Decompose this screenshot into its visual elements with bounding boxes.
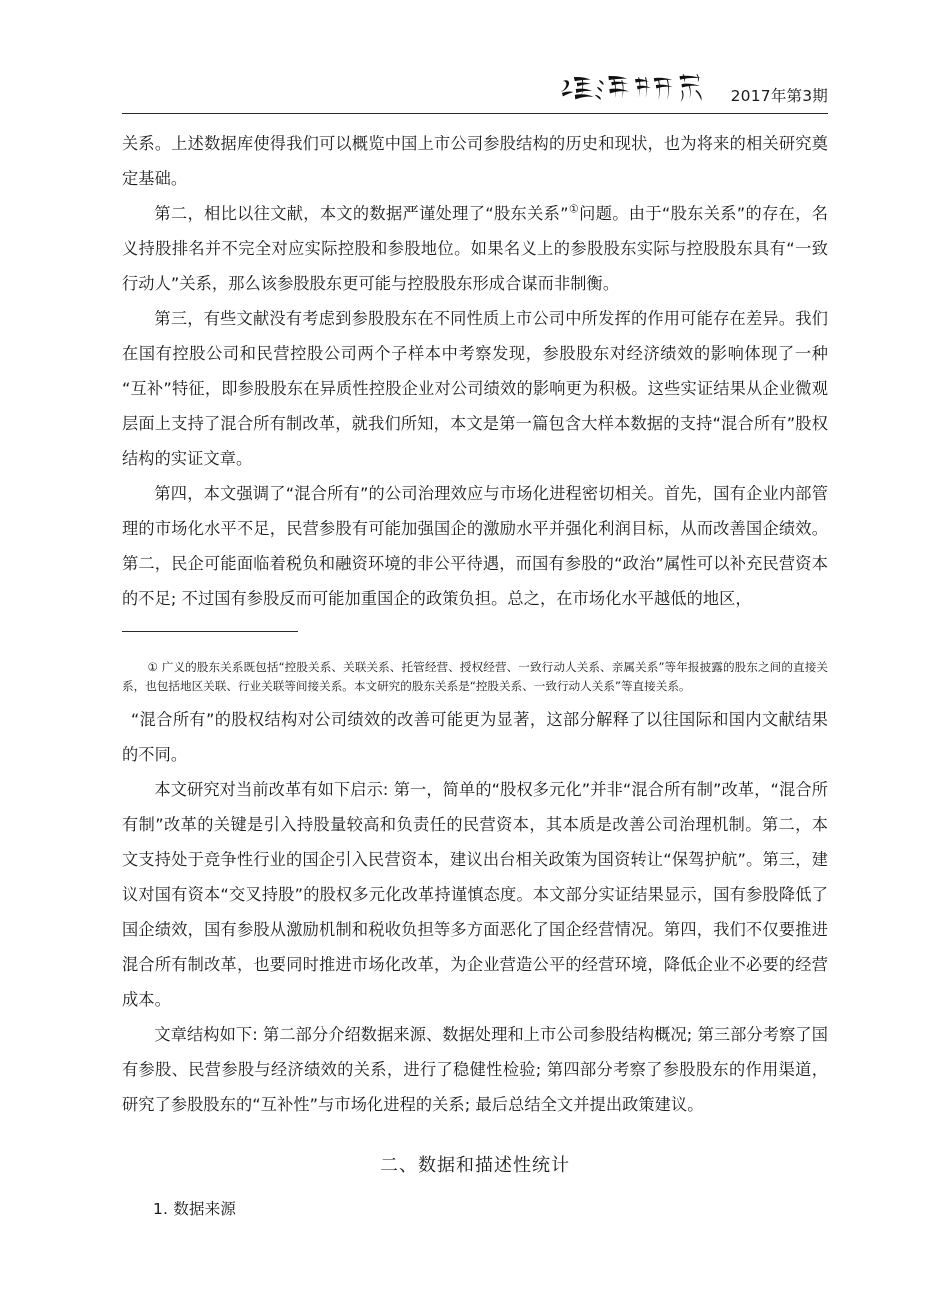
journal-logo-icon bbox=[557, 68, 725, 108]
section-heading: 二、数据和描述性统计 bbox=[380, 1155, 570, 1176]
paragraph-structure: 文章结构如下: 第二部分介绍数据来源、数据处理和上市公司参股结构概况; 第三部分考察了国有参股、民营参股与经济绩效的关系，进行了稳健性检验; 第四部分考察了参股股东的作用渠道，研究了参股股东的“互补性”与市场化进程的关系; 最后总结全文并提出政策建议。 bbox=[122, 1025, 828, 1114]
page-masthead bbox=[122, 62, 828, 114]
subsection-heading: 1. 数据来源 bbox=[153, 1200, 237, 1218]
footnote-marker: ① bbox=[147, 660, 158, 674]
paragraph-fourth-point: 第四，本文强调了“混合所有”的公司治理效应与市场化进程密切相关。首先，国有企业内部管理的市场化水平不足，民营参股有可能加强国企的激励水平并强化利润目标，从而改善国企绩效。第二，民企可能面临着税负和融资环境的非公平待遇，而国有参股的“政治”属性可以补充民营资本的不足; 不过国有参股反而可能加重国企的政策负担。总之，在市场化水平越低的地区， bbox=[122, 484, 828, 608]
paragraph-second-point-pre: 第二，相比以往文献，本文的数据严谨处理了“股东关系” bbox=[154, 204, 569, 223]
issue-label: 2017年第3期 bbox=[730, 86, 828, 105]
paragraph-third-point: 第三，有些文献没有考虑到参股股东在不同性质上市公司中所发挥的作用可能存在差异。我们在国有控股公司和民营控股公司两个子样本中考察发现，参股股东对经济绩效的影响体现了一种“互补”特征，即参股股东在异质性控股企业对公司绩效的影响更为积极。这些实证结果从企业微观层面上支持了混合所有制改革，就我们所知，本文是第一篇包含大样本数据的支持“混合所有”股权结构的实证文章。 bbox=[122, 309, 828, 468]
paragraph-second-point-post: 问题。由于“股东关系”的存在，名义持股排名并不完全对应实际控股和参股地位。如果名义上的参股股东实际与控股股东具有“一致行动人”关系，那么该参股股东更可能与控股股东形成合谋而非制衡。 bbox=[122, 204, 828, 293]
paragraph-carryover: “混合所有”的股权结构对公司绩效的改善可能更为显著，这部分解释了以往国际和国内文献结果的不同。 bbox=[122, 710, 828, 764]
article-body bbox=[122, 126, 828, 1226]
paragraph-second-point bbox=[122, 196, 828, 301]
footnote-entry bbox=[122, 658, 828, 696]
footnote-text: 广义的股东关系既包括“控股关系、关联关系、托管经营、授权经营、一致行动人关系、亲属关系”等年报披露的股东之间的直接关系，也包括地区关联、行业关联等间接关系。本文研究的股东关系是“控股关系、一致行动人关系”等直接关系。 bbox=[122, 660, 828, 693]
footnote-section bbox=[122, 631, 828, 696]
masthead-divider bbox=[122, 113, 828, 114]
footnote-marker-inline[interactable]: ① bbox=[568, 202, 580, 216]
footnote-divider bbox=[122, 631, 298, 632]
paragraph-continuation: 关系。上述数据库使得我们可以概览中国上市公司参股结构的历史和现状，也为将来的相关研究奠定基础。 bbox=[122, 134, 828, 188]
paragraph-implications: 本文研究对当前改革有如下启示: 第一，简单的“股权多元化”并非“混合所有制”改革，“混合所有制”改革的关键是引入持股量较高和负责任的民营资本，其本质是改善公司治理机制。第二，本文支持处于竞争性行业的国企引入民营资本，建议出台相关政策为国资转让“保驾护航”。第三，建议对国有资本“交叉持股”的股权多元化改革持谨慎态度。本文部分实证结果显示，国有参股降低了国企绩效，国有参股从激励机制和税收负担等多方面恶化了国企经营情况。第四，我们不仅要推进混合所有制改革，也要同时推进市场化改革，为企业营造公平的经营环境，降低企业不必要的经营成本。 bbox=[122, 780, 828, 1009]
